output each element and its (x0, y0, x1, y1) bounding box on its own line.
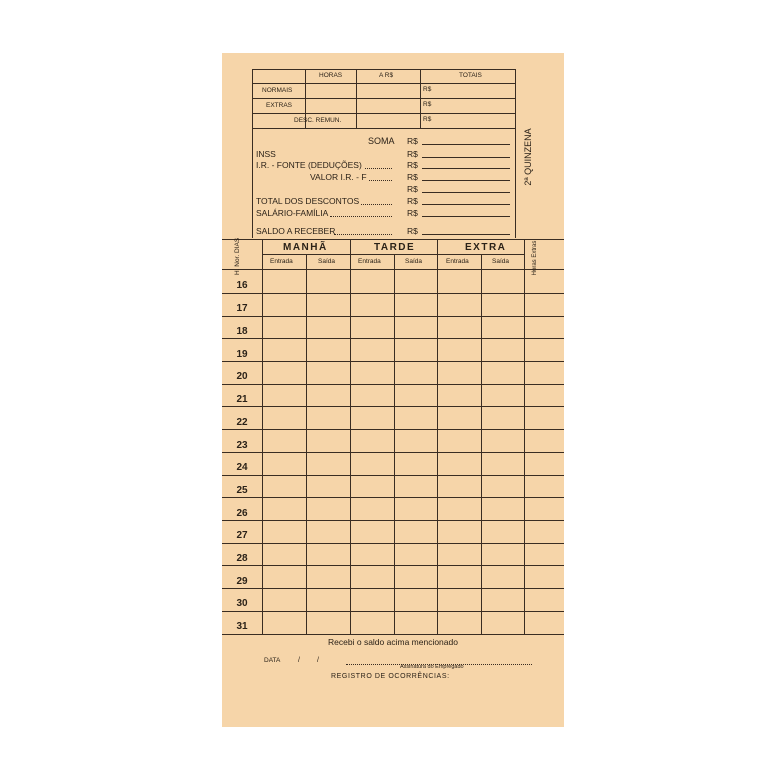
summary-row-line (252, 113, 516, 114)
recebi-text: Recebi o saldo acima mencionado (328, 637, 458, 647)
salario-familia-label: SALÁRIO-FAMÍLIA (256, 208, 329, 218)
row-line (222, 338, 564, 339)
total-descontos-label: TOTAL DOS DESCONTOS (256, 196, 360, 206)
dotted-leader (365, 168, 392, 169)
day-number: 22 (236, 417, 248, 428)
dotted-leader (369, 180, 392, 181)
currency-label: R$ (423, 116, 432, 123)
day-number: 21 (236, 394, 248, 405)
summary-col-line (420, 69, 421, 129)
date-slash: / (298, 657, 300, 664)
grid-bottom (222, 634, 564, 635)
amount-line (422, 144, 510, 145)
currency-label: R$ (407, 149, 418, 159)
amount-line (422, 157, 510, 158)
amount-line (422, 168, 510, 169)
col-line (437, 239, 438, 635)
row-line (222, 588, 564, 589)
grid-subheader-line (262, 254, 524, 255)
col-line (262, 239, 263, 635)
row-line (222, 497, 564, 498)
day-number: 17 (236, 303, 248, 314)
summary-right-border (515, 69, 516, 238)
col-line (524, 239, 525, 635)
row-extras: EXTRAS (266, 102, 293, 109)
saldo-receber-label: SALDO A RECEBER (256, 226, 336, 236)
summary-top-border (252, 69, 516, 70)
amount-line (422, 192, 510, 193)
quinzena-label: 2ª QUINZENA (523, 128, 533, 186)
col-line (350, 239, 351, 635)
day-number: 28 (236, 553, 248, 564)
timecard (222, 53, 564, 727)
group-extra: EXTRA (465, 242, 507, 253)
day-number: 26 (236, 508, 248, 519)
col-line (481, 254, 482, 635)
group-tarde: TARDE (374, 242, 416, 253)
day-number: 20 (236, 371, 248, 382)
amount-line (422, 216, 510, 217)
day-number: 25 (236, 485, 248, 496)
day-number: 27 (236, 530, 248, 541)
row-line (222, 452, 564, 453)
row-line (222, 406, 564, 407)
ir-fonte-label: I.R. - FONTE (DEDUÇÕES) (256, 160, 362, 170)
registro-ocorrencias: REGISTRO DE OCORRÊNCIAS: (331, 673, 450, 680)
day-number: 18 (236, 326, 248, 337)
row-desc-remun: DESC. REMUN. (294, 117, 342, 124)
horas-extras-label: Horas Extras (532, 240, 538, 276)
row-line (222, 475, 564, 476)
row-normais: NORMAIS (262, 87, 293, 94)
summary-left-border (252, 69, 253, 238)
soma-label: SOMA (368, 136, 395, 146)
summary-grid-bottom (252, 128, 516, 129)
sub-entrada: Entrada (358, 258, 381, 265)
dias-label (233, 237, 251, 275)
currency-label: R$ (407, 172, 418, 182)
day-number: 16 (236, 280, 248, 291)
assinatura-label: Assinatura do Empregado (400, 664, 464, 670)
sub-saida: Saída (405, 258, 422, 265)
day-number: 24 (236, 462, 248, 473)
row-line (222, 384, 564, 385)
currency-label: R$ (407, 208, 418, 218)
row-line (222, 611, 564, 612)
data-label: DATA (264, 657, 281, 664)
dotted-leader (334, 234, 392, 235)
summary-row-line (252, 98, 516, 99)
row-line (222, 543, 564, 544)
col-line (306, 254, 307, 635)
dias-label-text: H. Nor. DIAS (234, 237, 241, 275)
inss-label: INSS (256, 149, 276, 159)
row-line (222, 520, 564, 521)
day-number: 30 (236, 598, 248, 609)
amount-line (422, 234, 510, 235)
sub-entrada: Entrada (270, 258, 293, 265)
day-number: 29 (236, 576, 248, 587)
header-horas: HORAS (319, 72, 343, 79)
date-slash: / (317, 657, 319, 664)
col-line (394, 254, 395, 635)
currency-label: R$ (407, 160, 418, 170)
grid-top (222, 239, 564, 240)
amount-line (422, 180, 510, 181)
currency-label: R$ (423, 101, 432, 108)
valor-ir-label: VALOR I.R. - F (310, 172, 367, 182)
currency-label: R$ (407, 196, 418, 206)
summary-row-line (252, 83, 516, 84)
dotted-leader (330, 216, 392, 217)
currency-label: R$ (423, 86, 432, 93)
amount-line (422, 204, 510, 205)
day-number: 31 (236, 621, 248, 632)
summary-col-line (356, 69, 357, 129)
row-line (222, 293, 564, 294)
row-line (222, 316, 564, 317)
currency-label: R$ (407, 226, 418, 236)
sub-saida: Saída (492, 258, 509, 265)
sub-entrada: Entrada (446, 258, 469, 265)
day-number: 23 (236, 440, 248, 451)
currency-label: R$ (407, 136, 418, 146)
group-manha: MANHÃ (283, 242, 328, 253)
row-line (222, 565, 564, 566)
day-number: 19 (236, 349, 248, 360)
row-line (222, 361, 564, 362)
sub-saida: Saída (318, 258, 335, 265)
grid-header-bottom (222, 269, 564, 270)
dotted-leader (361, 204, 392, 205)
header-ars: A R$ (379, 72, 394, 79)
row-line (222, 429, 564, 430)
header-totais: TOTAIS (459, 72, 482, 79)
currency-label: R$ (407, 184, 418, 194)
